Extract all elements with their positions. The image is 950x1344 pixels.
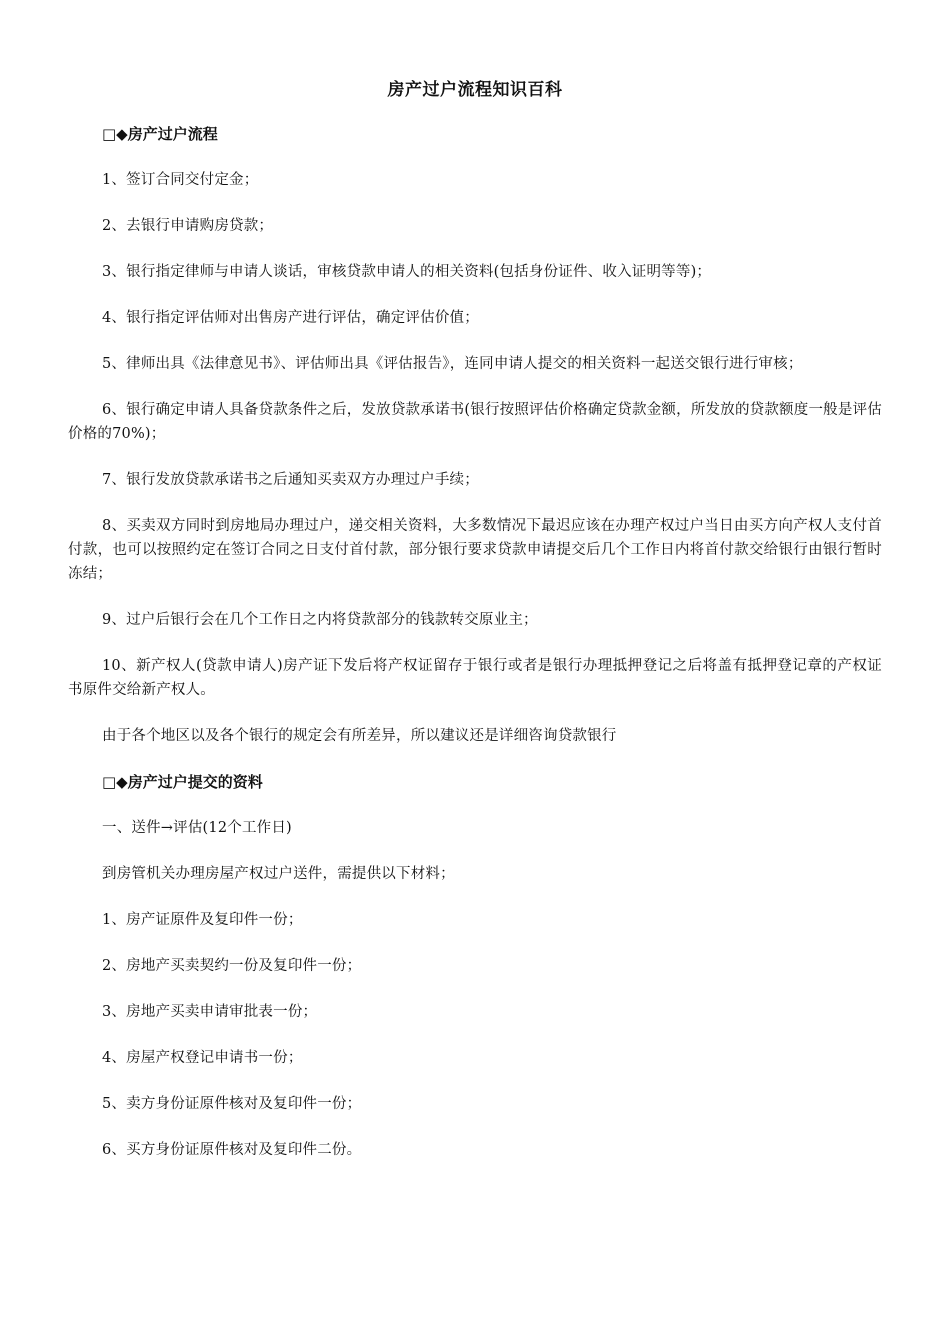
paragraph: 4、房屋产权登记申请书一份；: [102, 1050, 303, 1066]
paragraph: 3、房地产买卖申请审批表一份；: [102, 1004, 318, 1020]
paragraph: 到房管机关办理房屋产权过户送件，需提供以下材料；: [102, 866, 455, 882]
paragraph: 6、买方身份证原件核对及复印件二份。: [102, 1142, 362, 1158]
paragraph: 1、签订合同交付定金；: [102, 172, 259, 188]
paragraph: 5、卖方身份证原件核对及复印件一份；: [102, 1096, 362, 1112]
paragraph: 3、银行指定律师与申请人谈话，审核贷款申请人的相关资料(包括身份证件、收入证明等等)；: [102, 264, 712, 280]
paragraph: 5、律师出具《法律意见书》、评估师出具《评估报告》，连同申请人提交的相关资料一起送交银行进行审核；: [102, 356, 803, 372]
paragraph: 由于各个地区以及各个银行的规定会有所差异，所以建议还是详细咨询贷款银行: [102, 728, 617, 744]
paragraph: 7、银行发放贷款承诺书之后通知买卖双方办理过户手续；: [102, 472, 479, 488]
paragraph: 8、买卖双方同时到房地局办理过户，递交相关资料，大多数情况下最迟应该在办理产权过户当日由买方向产权人支付首付款，也可以按照约定在签订合同之日支付首付款，部分银行要求贷款申请提交后几个工作日内将首付款交给银行由银行暂时冻结；: [68, 518, 882, 582]
paragraph: 6、银行确定申请人具备贷款条件之后，发放贷款承诺书(银行按照评估价格确定贷款金额，所发放的贷款额度一般是评估价格的70%)；: [68, 402, 882, 442]
paragraph: 1、房产证原件及复印件一份；: [102, 912, 303, 928]
section-heading-transfer-process: □◆房产过户流程: [102, 125, 218, 143]
paragraph: 10、新产权人(贷款申请人)房产证下发后将产权证留存于银行或者是银行办理抵押登记之后将盖有抵押登记章的产权证书原件交给新产权人。: [68, 658, 882, 698]
section-heading-required-documents: □◆房产过户提交的资料: [102, 773, 263, 791]
paragraph: 2、房地产买卖契约一份及复印件一份；: [102, 958, 362, 974]
document-title: 房产过户流程知识百科: [387, 80, 563, 100]
paragraph: 4、银行指定评估师对出售房产进行评估，确定评估价值；: [102, 310, 479, 326]
paragraph: 2、去银行申请购房贷款；: [102, 218, 274, 234]
paragraph: 9、过户后银行会在几个工作日之内将贷款部分的钱款转交原业主；: [102, 612, 538, 628]
paragraph: 一、送件→评估(12个工作日): [102, 820, 292, 836]
